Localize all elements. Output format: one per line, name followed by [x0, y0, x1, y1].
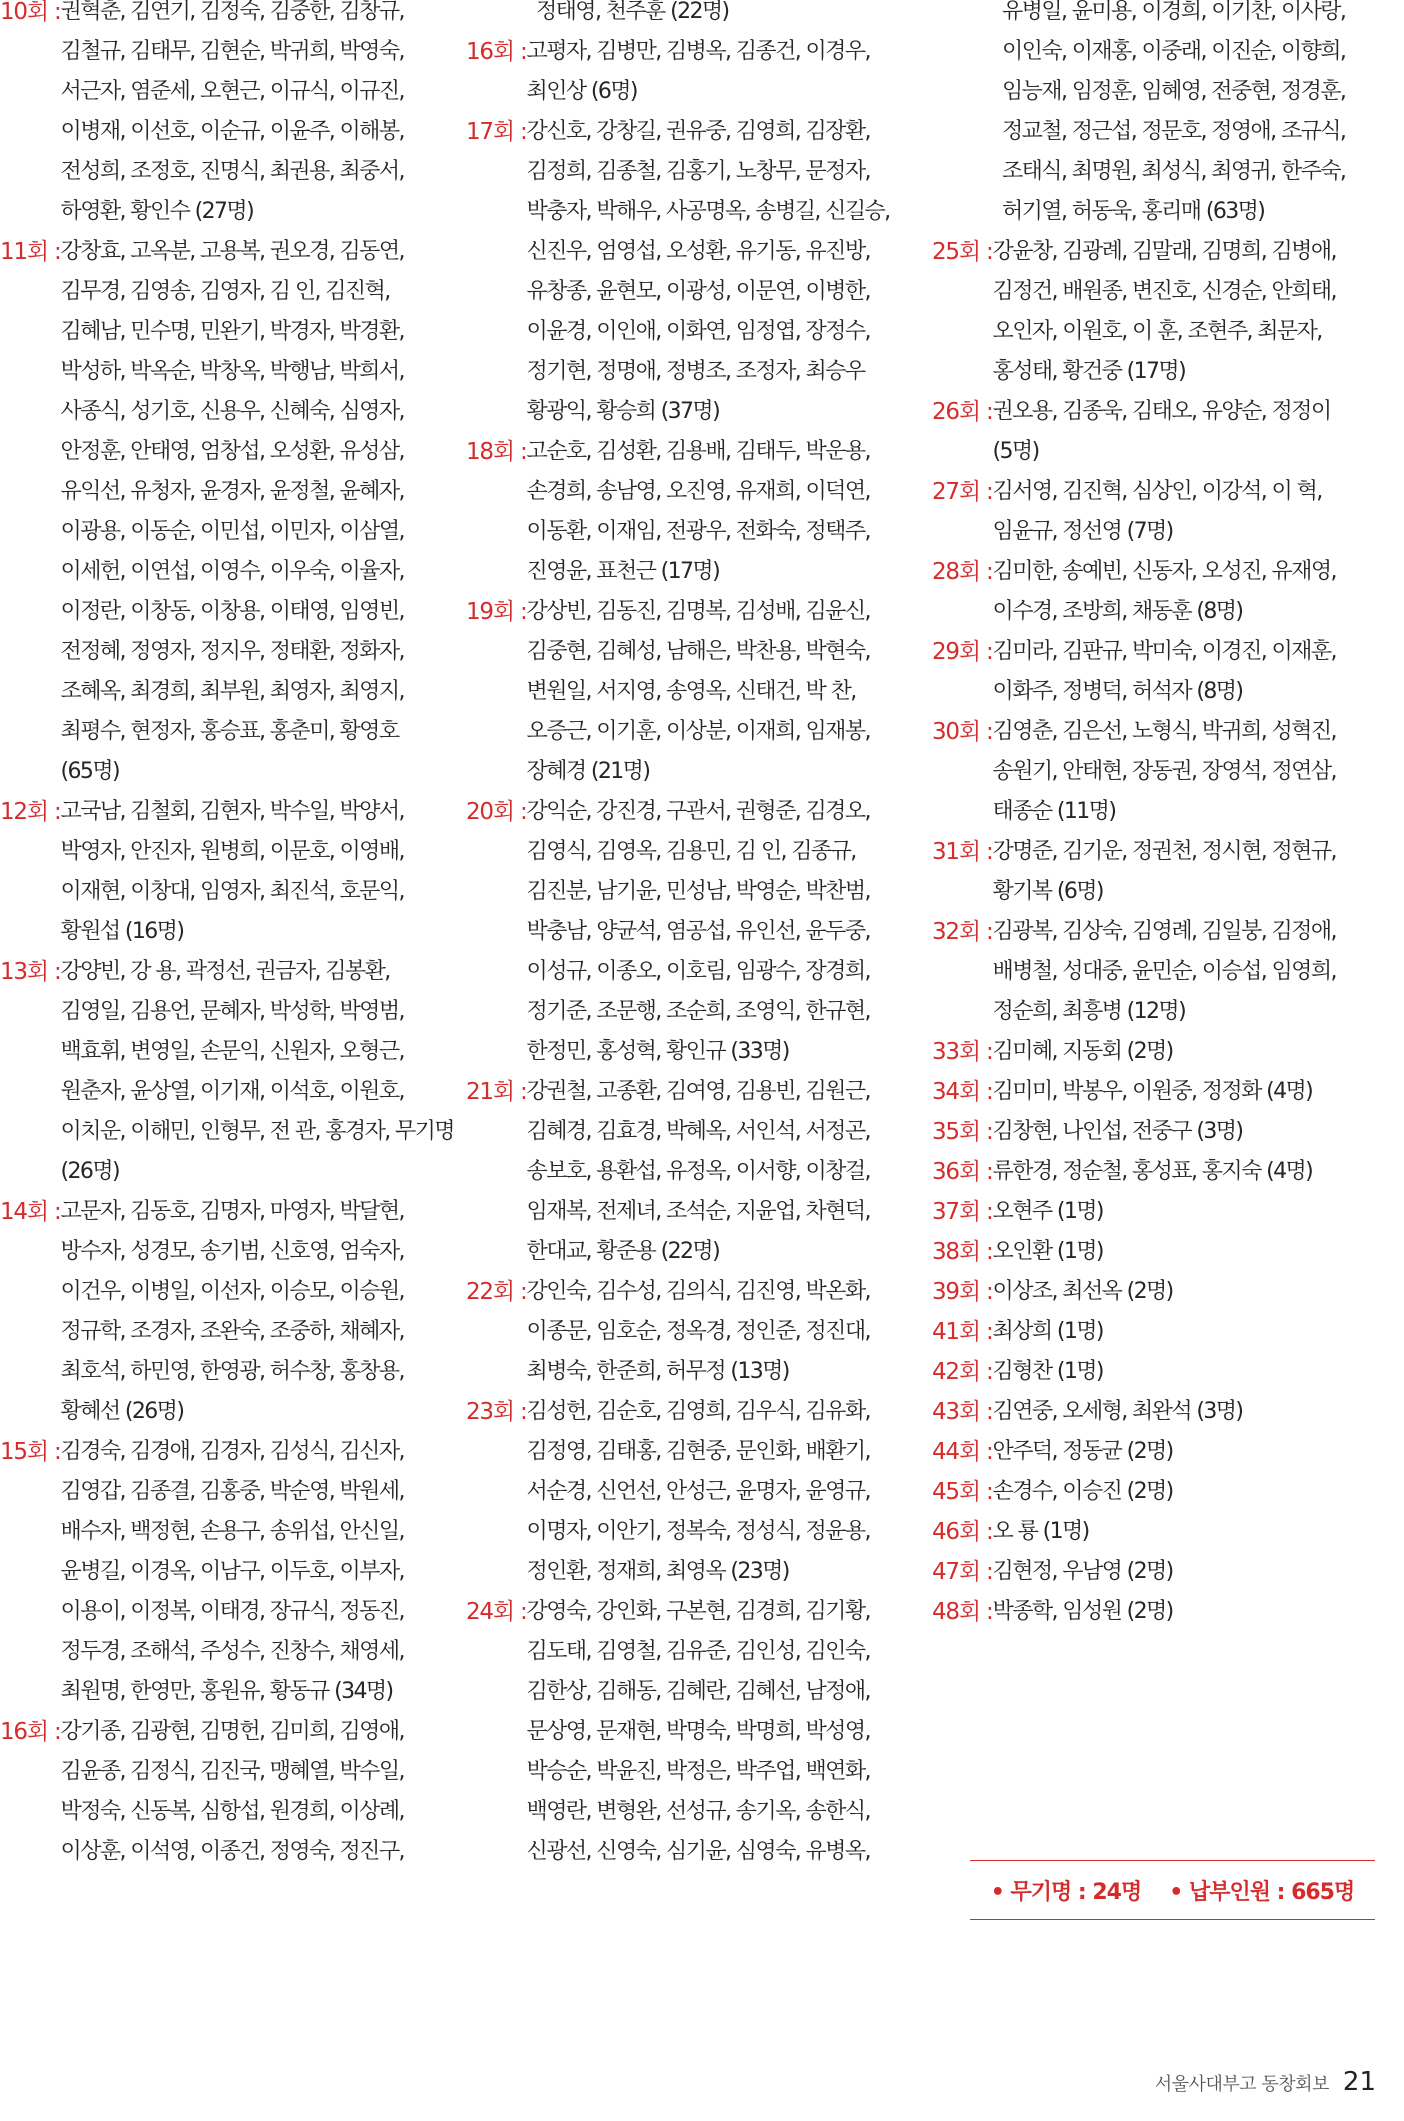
- class-year-label: 12회 :: [0, 799, 61, 825]
- class-year-label: 37회 :: [932, 1199, 993, 1225]
- class-entry: [466, 592, 924, 792]
- class-entry: [932, 1312, 1372, 1352]
- class-year-label: 46회 :: [932, 1519, 993, 1545]
- class-year-label: 39회 :: [932, 1279, 993, 1305]
- member-names: 김성헌, 김순호, 김영희, 김우식, 김유화, 김정영, 김태홍, 김현중, 문인화, 배환기, 서순경, 신언선, 안성근, 윤명자, 윤영규, 이명자, 이안기, 정복숙, 정성식, 정윤용, 정인환, 정재희, 최영옥 (23명): [526, 1399, 870, 1584]
- member-names: 강신호, 강창길, 권유중, 김영희, 김장환, 김정희, 김종철, 김홍기, 노창무, 문정자, 박충자, 박해우, 사공명옥, 송병길, 신길승, 신진우, 엄영섭, 오성환, 유기동, 유진방, 유창종, 윤현모, 이광성, 이문연, 이병한, 이윤경, 이인애, 이화연, 임정엽, 장정수, 정기현, 정명애, 정병조, 조정자, 최승우 황광익, 황승희 (37명): [526, 119, 890, 424]
- class-entry: [932, 1552, 1372, 1592]
- class-entry: [932, 1512, 1372, 1552]
- class-year-label: 20회 :: [466, 799, 527, 825]
- page-footer: [1155, 2067, 1376, 2097]
- page-number: 21: [1342, 2067, 1376, 2097]
- class-year-label: 33회 :: [932, 1039, 993, 1065]
- class-year-label: 10회 :: [0, 0, 61, 25]
- class-entry: [932, 1232, 1372, 1272]
- class-entry: [932, 1392, 1372, 1432]
- member-names: 고국남, 김철회, 김현자, 박수일, 박양서, 박영자, 안진자, 원병희, 이문호, 이영배, 이재현, 이창대, 임영자, 최진석, 호문익, 황원섭 (16명): [60, 799, 404, 944]
- total-count: • 납부인원 : 665명: [1169, 1879, 1355, 1905]
- member-names: 김창현, 나인섭, 전중구 (3명): [992, 1119, 1243, 1144]
- class-entry: [466, 1272, 924, 1392]
- class-year-label: 36회 :: [932, 1159, 993, 1185]
- class-entry: [932, 1352, 1372, 1392]
- member-names: 강기종, 김광현, 김명헌, 김미희, 김영애, 김윤종, 김정식, 김진국, 맹혜열, 박수일, 박정숙, 신동복, 심항섭, 원경희, 이상례, 이상훈, 이석영, 이종건, 정영숙, 정진구,: [60, 1719, 404, 1864]
- column-1: [0, 0, 458, 1872]
- class-year-label: 19회 :: [466, 599, 527, 625]
- class-year-label: 31회 :: [932, 839, 993, 865]
- class-entry: [466, 792, 924, 1072]
- class-year-label: 24회 :: [466, 1599, 527, 1625]
- class-entry: [932, 1272, 1372, 1312]
- class-year-label: 34회 :: [932, 1079, 993, 1105]
- class-year-label: 26회 :: [932, 399, 993, 425]
- member-names: 강상빈, 김동진, 김명복, 김성배, 김윤신, 김중현, 김혜성, 남해은, 박찬용, 박현숙, 변원일, 서지영, 송영옥, 신태건, 박 찬, 오증근, 이기훈, 이상분, 이재희, 임재봉, 장혜경 (21명): [526, 599, 870, 784]
- member-names: 오인환 (1명): [992, 1239, 1103, 1264]
- column-3: [932, 0, 1372, 1632]
- class-entry: [932, 1472, 1372, 1512]
- class-entry: [466, 1392, 924, 1592]
- class-entry: [466, 1592, 924, 1872]
- class-entry: [932, 1432, 1372, 1472]
- member-names: 류한경, 정순철, 홍성표, 홍지숙 (4명): [992, 1159, 1313, 1184]
- class-year-label: 47회 :: [932, 1559, 993, 1585]
- member-names: 김미한, 송예빈, 신동자, 오성진, 유재영, 이수경, 조방희, 채동훈 (8명): [992, 559, 1336, 624]
- class-entry: [0, 952, 458, 1192]
- class-year-label: 38회 :: [932, 1239, 993, 1265]
- anonymous-count: • 무기명 : 24명: [990, 1879, 1142, 1905]
- class-entry: [0, 792, 458, 952]
- member-names: 고평자, 김병만, 김병옥, 김종건, 이경우, 최인상 (6명): [526, 39, 870, 104]
- class-year-label: 44회 :: [932, 1439, 993, 1465]
- class-year-label: 30회 :: [932, 719, 993, 745]
- class-year-label: 16회 :: [0, 1719, 61, 1745]
- column-2: [466, 0, 924, 1872]
- class-entry: [932, 392, 1372, 472]
- class-entry: [932, 632, 1372, 712]
- class-entry: [932, 912, 1372, 1032]
- member-names: 고문자, 김동호, 김명자, 마영자, 박달현, 방수자, 성경모, 송기범, 신호영, 엄숙자, 이건우, 이병일, 이선자, 이승모, 이승원, 정규학, 조경자, 조완숙, 조중하, 채혜자, 최호석, 하민영, 한영광, 허수창, 홍창용, 황혜선 (26명): [60, 1199, 404, 1424]
- member-names: 김미미, 박봉우, 이원중, 정정화 (4명): [992, 1079, 1313, 1104]
- member-names: 이상조, 최선옥 (2명): [992, 1279, 1173, 1304]
- member-names: 안주덕, 정동균 (2명): [992, 1439, 1173, 1464]
- class-entry: [466, 32, 924, 112]
- class-year-label: 23회 :: [466, 1399, 527, 1425]
- member-names: 김경숙, 김경애, 김경자, 김성식, 김신자, 김영갑, 김종결, 김홍중, 박순영, 박원세, 배수자, 백정현, 손용구, 송위섭, 안신일, 윤병길, 이경옥, 이남구, 이두호, 이부자, 이용이, 이정복, 이태경, 장규식, 정동진, 정두경, 조해석, 주성수, 진창수, 채영세, 최원명, 한영만, 홍원유, 황동규 (34명): [60, 1439, 404, 1704]
- class-year-label: 21회 :: [466, 1079, 527, 1105]
- member-names: 김형찬 (1명): [992, 1359, 1103, 1384]
- class-entry: [932, 832, 1372, 912]
- class-entry: [466, 432, 924, 592]
- class-entry: [932, 1192, 1372, 1232]
- member-names: 강양빈, 강 용, 곽정선, 권금자, 김봉환, 김영일, 김용언, 문혜자, 박성학, 박영범, 백효휘, 변영일, 손문익, 신원자, 오형근, 원춘자, 윤상열, 이기재, 이석호, 이원호, 이치운, 이해민, 인형무, 전 관, 홍경자, 무기명 (26명): [60, 959, 454, 1184]
- member-names: 김미라, 김판규, 박미숙, 이경진, 이재훈, 이화주, 정병덕, 허석자 (8명): [992, 639, 1336, 704]
- class-year-label: 35회 :: [932, 1119, 993, 1145]
- member-names: 고순호, 김성환, 김용배, 김태두, 박운용, 손경희, 송남영, 오진영, 유재희, 이덕연, 이동환, 이재임, 전광우, 전화숙, 정택주, 진영윤, 표천근 (17명): [526, 439, 870, 584]
- class-entry: [466, 112, 924, 432]
- class-entry: [932, 1072, 1372, 1112]
- member-names: 강익순, 강진경, 구관서, 권형준, 김경오, 김영식, 김영옥, 김용민, 김 인, 김종규, 김진분, 남기윤, 민성남, 박영순, 박찬범, 박충남, 양균석, 염공섭, 유인선, 윤두중, 이성규, 이종오, 이호림, 임광수, 장경희, 정기준, 조문행, 조순희, 조영익, 한규현, 한정민, 홍성혁, 황인규 (33명): [526, 799, 870, 1064]
- member-names: 최상희 (1명): [992, 1319, 1103, 1344]
- class-entry: [932, 1152, 1372, 1192]
- class-entry: [932, 712, 1372, 832]
- class-year-label: 42회 :: [932, 1359, 993, 1385]
- member-names: 강인숙, 김수성, 김의식, 김진영, 박온화, 이종문, 임호순, 정옥경, 정인준, 정진대, 최병숙, 한준희, 허무정 (13명): [526, 1279, 870, 1384]
- class-entry: [932, 1032, 1372, 1072]
- member-names: 김광복, 김상숙, 김영례, 김일붕, 김정애, 배병철, 성대중, 윤민순, 이승섭, 임영희, 정순희, 최흥병 (12명): [992, 919, 1336, 1024]
- member-names: 김현정, 우남영 (2명): [992, 1559, 1173, 1584]
- class-year-label: 16회 :: [466, 39, 527, 65]
- class-entry: [932, 0, 1372, 232]
- member-names: 오 룡 (1명): [992, 1519, 1089, 1544]
- class-year-label: 28회 :: [932, 559, 993, 585]
- class-year-label: 32회 :: [932, 919, 993, 945]
- class-year-label: 29회 :: [932, 639, 993, 665]
- class-entry: [466, 1072, 924, 1272]
- member-names: 권오용, 김종욱, 김태오, 유양순, 정정이 (5명): [992, 399, 1331, 464]
- class-year-label: 27회 :: [932, 479, 993, 505]
- class-year-label: 15회 :: [0, 1439, 61, 1465]
- class-entry: [932, 552, 1372, 632]
- class-entry: [932, 1592, 1372, 1632]
- class-year-label: 18회 :: [466, 439, 527, 465]
- class-entry: [0, 1192, 458, 1432]
- class-entry: [0, 1712, 458, 1872]
- class-year-label: 25회 :: [932, 239, 993, 265]
- class-year-label: 13회 :: [0, 959, 61, 985]
- class-year-label: 45회 :: [932, 1479, 993, 1505]
- class-year-label: 17회 :: [466, 119, 527, 145]
- member-names: 정태영, 천주훈 (22명): [536, 0, 729, 24]
- class-entry: [0, 232, 458, 792]
- class-year-label: 48회 :: [932, 1599, 993, 1625]
- member-names: 손경수, 이승진 (2명): [992, 1479, 1173, 1504]
- summary-box: [970, 1860, 1375, 1920]
- member-names: 김연중, 오세형, 최완석 (3명): [992, 1399, 1243, 1424]
- member-names: 강영숙, 강인화, 구본현, 김경희, 김기황, 김도태, 김영철, 김유준, 김인성, 김인숙, 김한상, 김해동, 김혜란, 김혜선, 남정애, 문상영, 문재현, 박명숙, 박명희, 박성영, 박승순, 박윤진, 박정은, 박주업, 백연화, 백영란, 변형완, 선성규, 송기옥, 송한식, 신광선, 신영숙, 심기윤, 심영숙, 유병옥,: [526, 1599, 870, 1864]
- member-names: 유병일, 윤미용, 이경희, 이기찬, 이사랑, 이인숙, 이재홍, 이중래, 이진순, 이향희, 임능재, 임정훈, 임혜영, 전중현, 정경훈, 정교철, 정근섭, 정문호, 정영애, 조규식, 조태식, 최명원, 최성식, 최영귀, 한주숙, 허기열, 허동욱, 홍리매 (63명): [1002, 0, 1346, 224]
- class-year-label: 14회 :: [0, 1199, 61, 1225]
- member-names: 강명준, 김기운, 정권천, 정시현, 정현규, 황기복 (6명): [992, 839, 1336, 904]
- class-entry: [932, 232, 1372, 392]
- member-names: 김서영, 김진혁, 심상인, 이강석, 이 혁, 임윤규, 정선영 (7명): [992, 479, 1322, 544]
- class-year-label: 41회 :: [932, 1319, 993, 1345]
- class-entry: [932, 1112, 1372, 1152]
- member-names: 강권철, 고종환, 김여영, 김용빈, 김원근, 김혜경, 김효경, 박혜옥, 서인석, 서정곤, 송보호, 용환섭, 유정옥, 이서향, 이창걸, 임재복, 전제녀, 조석순, 지윤업, 차현덕, 한대교, 황준용 (22명): [526, 1079, 870, 1264]
- publication-name: 서울사대부고 동창회보: [1154, 2074, 1329, 2095]
- class-year-label: 11회 :: [0, 239, 61, 265]
- class-entry: [932, 472, 1372, 552]
- member-names: 강윤창, 김광례, 김말래, 김명희, 김병애, 김정건, 배원종, 변진호, 신경순, 안희태, 오인자, 이원호, 이 훈, 조현주, 최문자, 홍성태, 황건중 (17명): [992, 239, 1336, 384]
- class-year-label: 22회 :: [466, 1279, 527, 1305]
- member-names: 오현주 (1명): [992, 1199, 1103, 1224]
- class-year-label: 43회 :: [932, 1399, 993, 1425]
- member-names: 김미혜, 지동회 (2명): [992, 1039, 1173, 1064]
- member-names: 권혁춘, 김연기, 김정숙, 김중한, 김창규, 김철규, 김태무, 김현순, 박귀희, 박영숙, 서근자, 염준세, 오현근, 이규식, 이규진, 이병재, 이선호, 이순규, 이윤주, 이해봉, 전성희, 조정호, 진명식, 최권용, 최중서, 하영환, 황인수 (27명): [60, 0, 404, 224]
- member-names: 박종학, 임성원 (2명): [992, 1599, 1173, 1624]
- member-names: 김영춘, 김은선, 노형식, 박귀희, 성혁진, 송원기, 안태현, 장동권, 장영석, 정연삼, 태종순 (11명): [992, 719, 1336, 824]
- class-entry: [466, 0, 924, 32]
- class-entry: [0, 1432, 458, 1712]
- member-names: 강창효, 고옥분, 고용복, 권오경, 김동연, 김무경, 김영송, 김영자, 김 인, 김진혁, 김혜남, 민수명, 민완기, 박경자, 박경환, 박성하, 박옥순, 박창옥, 박행남, 박희서, 사종식, 성기호, 신용우, 신혜숙, 심영자, 안정훈, 안태영, 엄창섭, 오성환, 유성삼, 유익선, 유청자, 윤경자, 윤정철, 윤혜자, 이광용, 이동순, 이민섭, 이민자, 이삼열, 이세헌, 이연섭, 이영수, 이우숙, 이율자, 이정란, 이창동, 이창용, 이태영, 임영빈, 전정혜, 정영자, 정지우, 정태환, 정화자, 조혜옥, 최경희, 최부원, 최영자, 최영지, 최평수, 현정자, 홍승표, 홍춘미, 황영호 (65명): [60, 239, 404, 784]
- class-entry: [0, 0, 458, 232]
